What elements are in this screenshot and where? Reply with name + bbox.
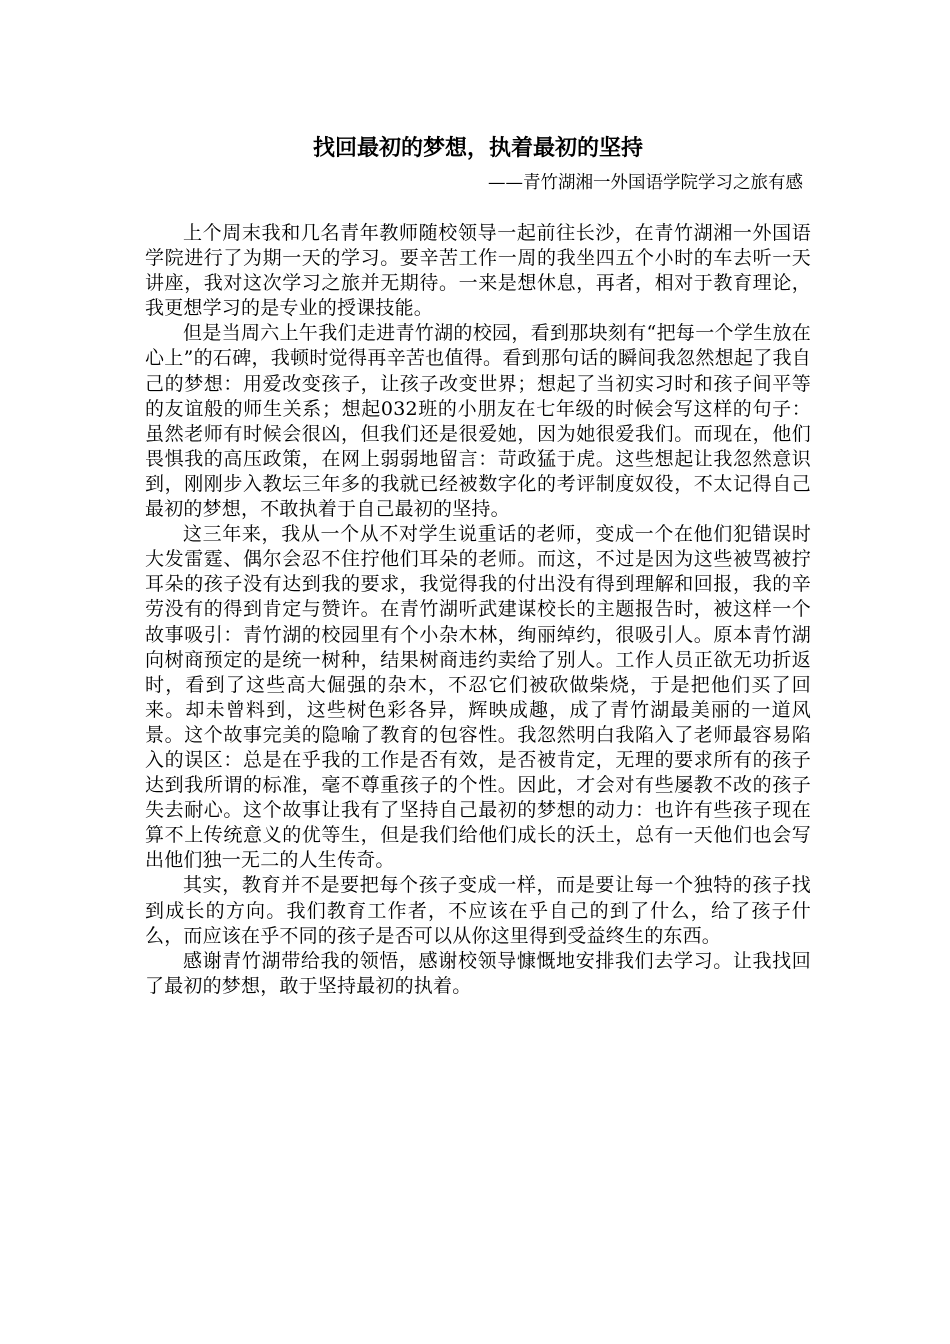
paragraph-4: 其实，教育并不是要把每个孩子变成一样，而是要让每一个独特的孩子找到成长的方向。我们教育工作者，不应该在乎自己的到了什么，给了孩子什么，而应该在乎不同的孩子是否可以从你这里得到受益终生的东西。 bbox=[145, 874, 811, 947]
document-subtitle: ——青竹湖湘一外国语学院学习之旅有感 bbox=[488, 173, 803, 193]
paragraph-3: 这三年来，我从一个从不对学生说重话的老师，变成一个在他们犯错误时大发雷霆、偶尔会忍不住拧他们耳朵的老师。而这，不过是因为这些被骂被拧耳朵的孩子没有达到我的要求，我觉得我的付出没有得到理解和回报，我的辛劳没有的得到肯定与赞许。在青竹湖听武建谋校长的主题报告时，被这样一个故事吸引：青竹湖的校园里有个小杂木林，绚丽绰约，很吸引人。原本青竹湖向树商预定的是统一树种，结果树商违约卖给了别人。工作人员正欲无功折返时，看到了这些高大倔强的杂木，不忍它们被砍做柴烧，于是把他们买了回来。却未曾料到，这些树色彩各异，辉映成趣，成了青竹湖最美丽的一道风景。这个故事完美的隐喻了教育的包容性。我忽然明白我陷入了老师最容易陷入的误区：总是在乎我的工作是否有效，是否被肯定，无理的要求所有的孩子达到我所谓的标准，毫不尊重孩子的个性。因此，才会对有些屡教不改的孩子失去耐心。这个故事让我有了坚持自己最初的梦想的动力：也许有些孩子现在算不上传统意义的优等生，但是我们给他们成长的沃土，总有一天他们也会写出他们独一无二的人生传奇。 bbox=[145, 523, 811, 872]
paragraph-5: 感谢青竹湖带给我的领悟，感谢校领导慷慨地安排我们去学习。让我找回了最初的梦想，敢于坚持最初的执着。 bbox=[145, 949, 811, 997]
document-page bbox=[145, 130, 811, 999]
document-title: 找回最初的梦想，执着最初的坚持 bbox=[312, 136, 643, 161]
paragraph-2: 但是当周六上午我们走进青竹湖的校园，看到那块刻有“把每一个学生放在心上”的石碑，我顿时觉得再辛苦也值得。看到那句话的瞬间我忽然想起了我自己的梦想：用爱改变孩子，让孩子改变世界；想起了当初实习时和孩子间平等的友谊般的师生关系；想起032班的小朋友在七年级的时候会写这样的句子：虽然老师有时候会很凶，但我们还是很爱她，因为她很爱我们。而现在，他们畏惧我的高压政策，在网上弱弱地留言：苛政猛于虎。这些想起让我忽然意识到，刚刚步入教坛三年多的我就已经被数字化的考评制度奴役，不太记得自己最初的梦想，不敢执着于自己最初的坚持。 bbox=[145, 322, 811, 521]
paragraph-1: 上个周末我和几名青年教师随校领导一起前往长沙，在青竹湖湘一外国语学院进行了为期一天的学习。要辛苦工作一周的我坐四五个小时的车去听一天讲座，我对这次学习之旅并无期待。一来是想休息，再者，相对于教育理论，我更想学习的是专业的授课技能。 bbox=[145, 222, 811, 320]
